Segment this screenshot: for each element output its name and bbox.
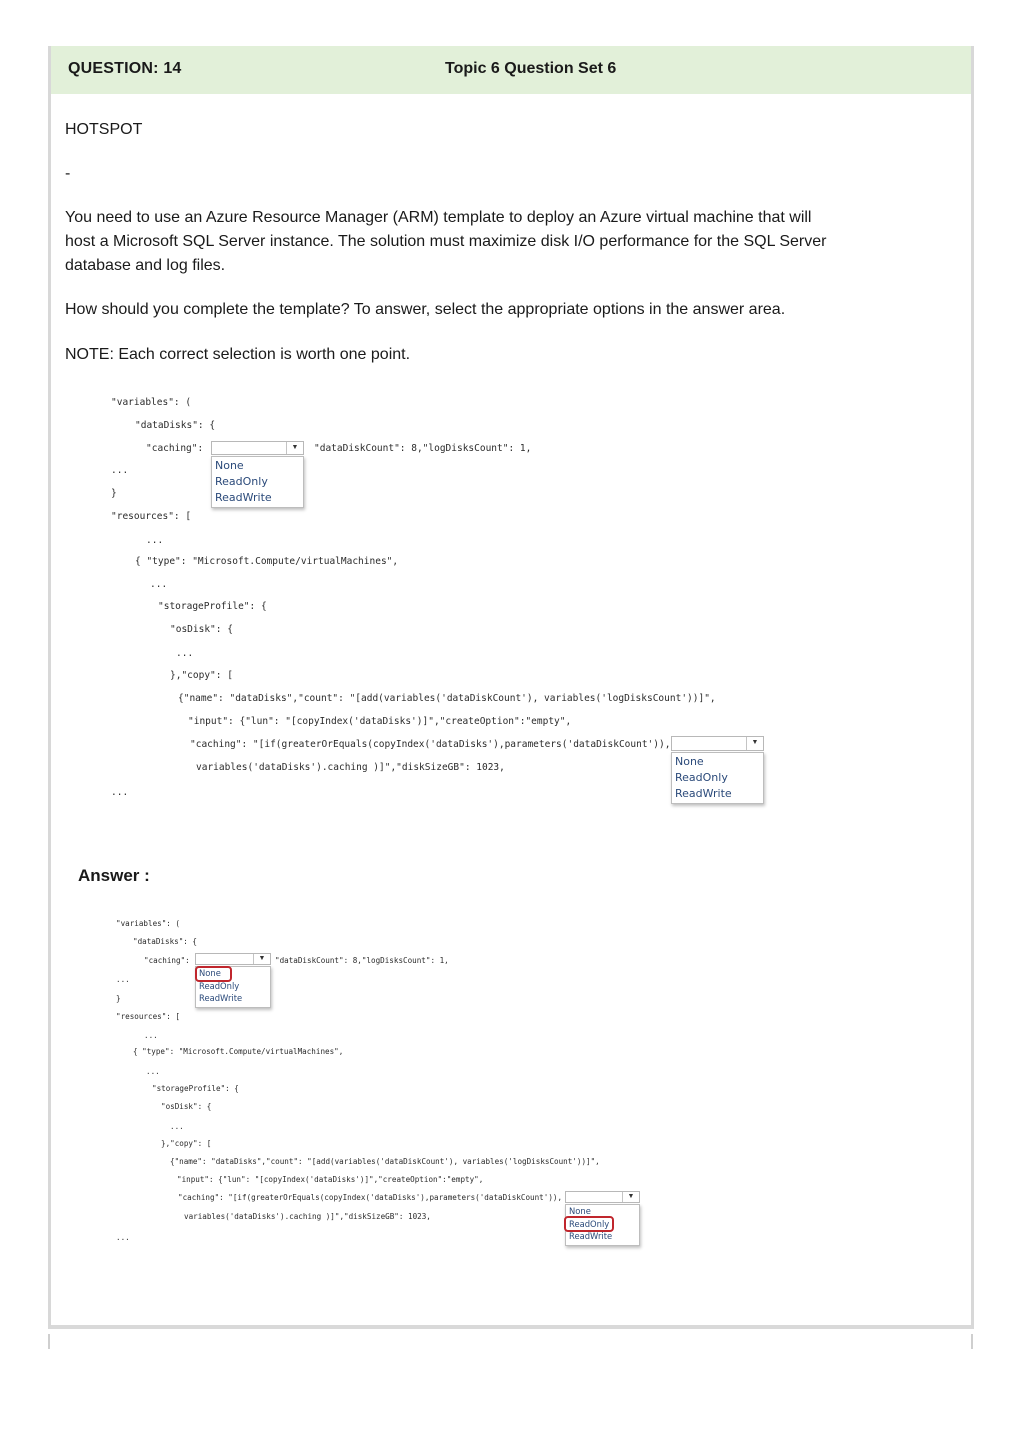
option-readwrite[interactable]: ReadWrite <box>199 993 243 1003</box>
code-line: ... <box>144 1031 158 1040</box>
code-line: "storageProfile": { <box>158 601 267 612</box>
code-line: "dataDisks": { <box>135 420 216 431</box>
code-line: ... <box>116 1233 130 1242</box>
code-line: "osDisk": { <box>161 1102 212 1111</box>
code-line: "variables": ( <box>116 919 181 928</box>
answer-label: Answer : <box>78 866 150 885</box>
chevron-down-icon: ▼ <box>253 954 270 964</box>
code-line: ... <box>111 787 129 798</box>
chevron-down-icon: ▼ <box>286 442 303 454</box>
code-line: "caching": "[if(greaterOrEquals(copyIndex('dataDisks'),parameters('dataDiskCount')), <box>190 739 671 750</box>
code-line: {"name": "dataDisks","count": "[add(variables('dataDiskCount'), variables('logDisksCount'))]", <box>170 1157 600 1166</box>
code-line: "input": {"lun": "[copyIndex('dataDisks')]","createOption":"empty", <box>177 1175 484 1184</box>
code-line: ... <box>146 1067 160 1076</box>
selected-answer-none-outline <box>195 966 232 982</box>
code-line: {"name": "dataDisks","count": "[add(variables('dataDiskCount'), variables('logDisksCount'))]", <box>178 693 716 704</box>
code-line: { "type": "Microsoft.Compute/virtualMachines", <box>133 1047 344 1056</box>
question-header <box>51 46 971 94</box>
code-line: "caching": <box>146 443 204 454</box>
question-text-line-3: database and log files. <box>65 257 226 274</box>
option-none[interactable]: None <box>569 1206 591 1216</box>
caching-dropdown-1[interactable] <box>211 441 304 455</box>
code-line: "caching": "[if(greaterOrEquals(copyIndex('dataDisks'),parameters('dataDiskCount')), <box>178 1193 563 1202</box>
code-line: ... <box>150 579 168 590</box>
option-none[interactable]: None <box>675 755 704 768</box>
code-line: ... <box>116 975 130 984</box>
caching-dropdown-2[interactable] <box>671 736 764 751</box>
question-text-line-1: You need to use an Azure Resource Manager (ARM) template to deploy an Azure virtual machine that will <box>65 209 812 226</box>
page-edge-left <box>48 1334 50 1349</box>
code-line: } <box>116 994 121 1003</box>
code-line: ... <box>176 648 194 659</box>
page-edge-right <box>971 1334 973 1349</box>
separator-dash: - <box>65 165 71 182</box>
code-line: variables('dataDisks').caching )]","diskSizeGB": 1023, <box>196 762 505 773</box>
option-readwrite[interactable]: ReadWrite <box>215 491 272 504</box>
code-line: ... <box>170 1122 184 1131</box>
code-line: "dataDiskCount": 8,"logDisksCount": 1, <box>314 443 532 454</box>
note: NOTE: Each correct selection is worth one point. <box>65 346 411 363</box>
option-readonly[interactable]: ReadOnly <box>199 980 240 991</box>
code-line: "input": {"lun": "[copyIndex('dataDisks')]","createOption":"empty", <box>188 716 572 727</box>
option-readwrite[interactable]: ReadWrite <box>675 787 732 800</box>
answer-caching-dropdown-1[interactable] <box>195 953 271 965</box>
option-readonly[interactable]: ReadOnly <box>215 475 268 488</box>
chevron-down-icon: ▼ <box>746 737 763 750</box>
code-line: "resources": [ <box>111 511 192 522</box>
option-readonly[interactable]: ReadOnly <box>675 771 728 784</box>
code-line: },"copy": [ <box>161 1139 212 1148</box>
answer-caching-dropdown-2[interactable] <box>565 1191 640 1203</box>
code-line: "variables": ( <box>111 397 192 408</box>
dropdown-1-options <box>211 456 304 508</box>
chevron-down-icon: ▼ <box>622 1192 639 1202</box>
code-line: { "type": "Microsoft.Compute/virtualMachines", <box>135 556 399 567</box>
code-line: variables('dataDisks').caching )]","diskSizeGB": 1023, <box>184 1212 431 1221</box>
code-line: "storageProfile": { <box>152 1084 239 1093</box>
code-line: "caching": <box>144 956 190 965</box>
question-topic: Topic 6 Question Set 6 <box>445 60 617 77</box>
code-line: "dataDisks": { <box>133 937 198 946</box>
selected-answer-readonly-outline <box>564 1216 614 1232</box>
code-line: ... <box>111 465 129 476</box>
option-none[interactable]: None <box>199 968 221 978</box>
option-readonly[interactable]: ReadOnly <box>569 1218 610 1229</box>
dropdown-2-options <box>671 752 764 804</box>
code-line: "resources": [ <box>116 1012 181 1021</box>
question-type: HOTSPOT <box>65 121 143 138</box>
code-line: },"copy": [ <box>170 670 233 681</box>
option-readwrite[interactable]: ReadWrite <box>569 1231 613 1241</box>
question-text-line-2: host a Microsoft SQL Server instance. The solution must maximize disk I/O performance for the SQL Server <box>65 233 827 250</box>
code-line: ... <box>146 535 164 546</box>
instructions: How should you complete the template? To answer, select the appropriate options in the answer area. <box>65 301 786 318</box>
question-number: QUESTION: 14 <box>68 60 182 77</box>
code-line: } <box>111 488 117 499</box>
code-line: "osDisk": { <box>170 624 233 635</box>
option-none[interactable]: None <box>215 459 244 472</box>
code-line: "dataDiskCount": 8,"logDisksCount": 1, <box>275 956 449 965</box>
